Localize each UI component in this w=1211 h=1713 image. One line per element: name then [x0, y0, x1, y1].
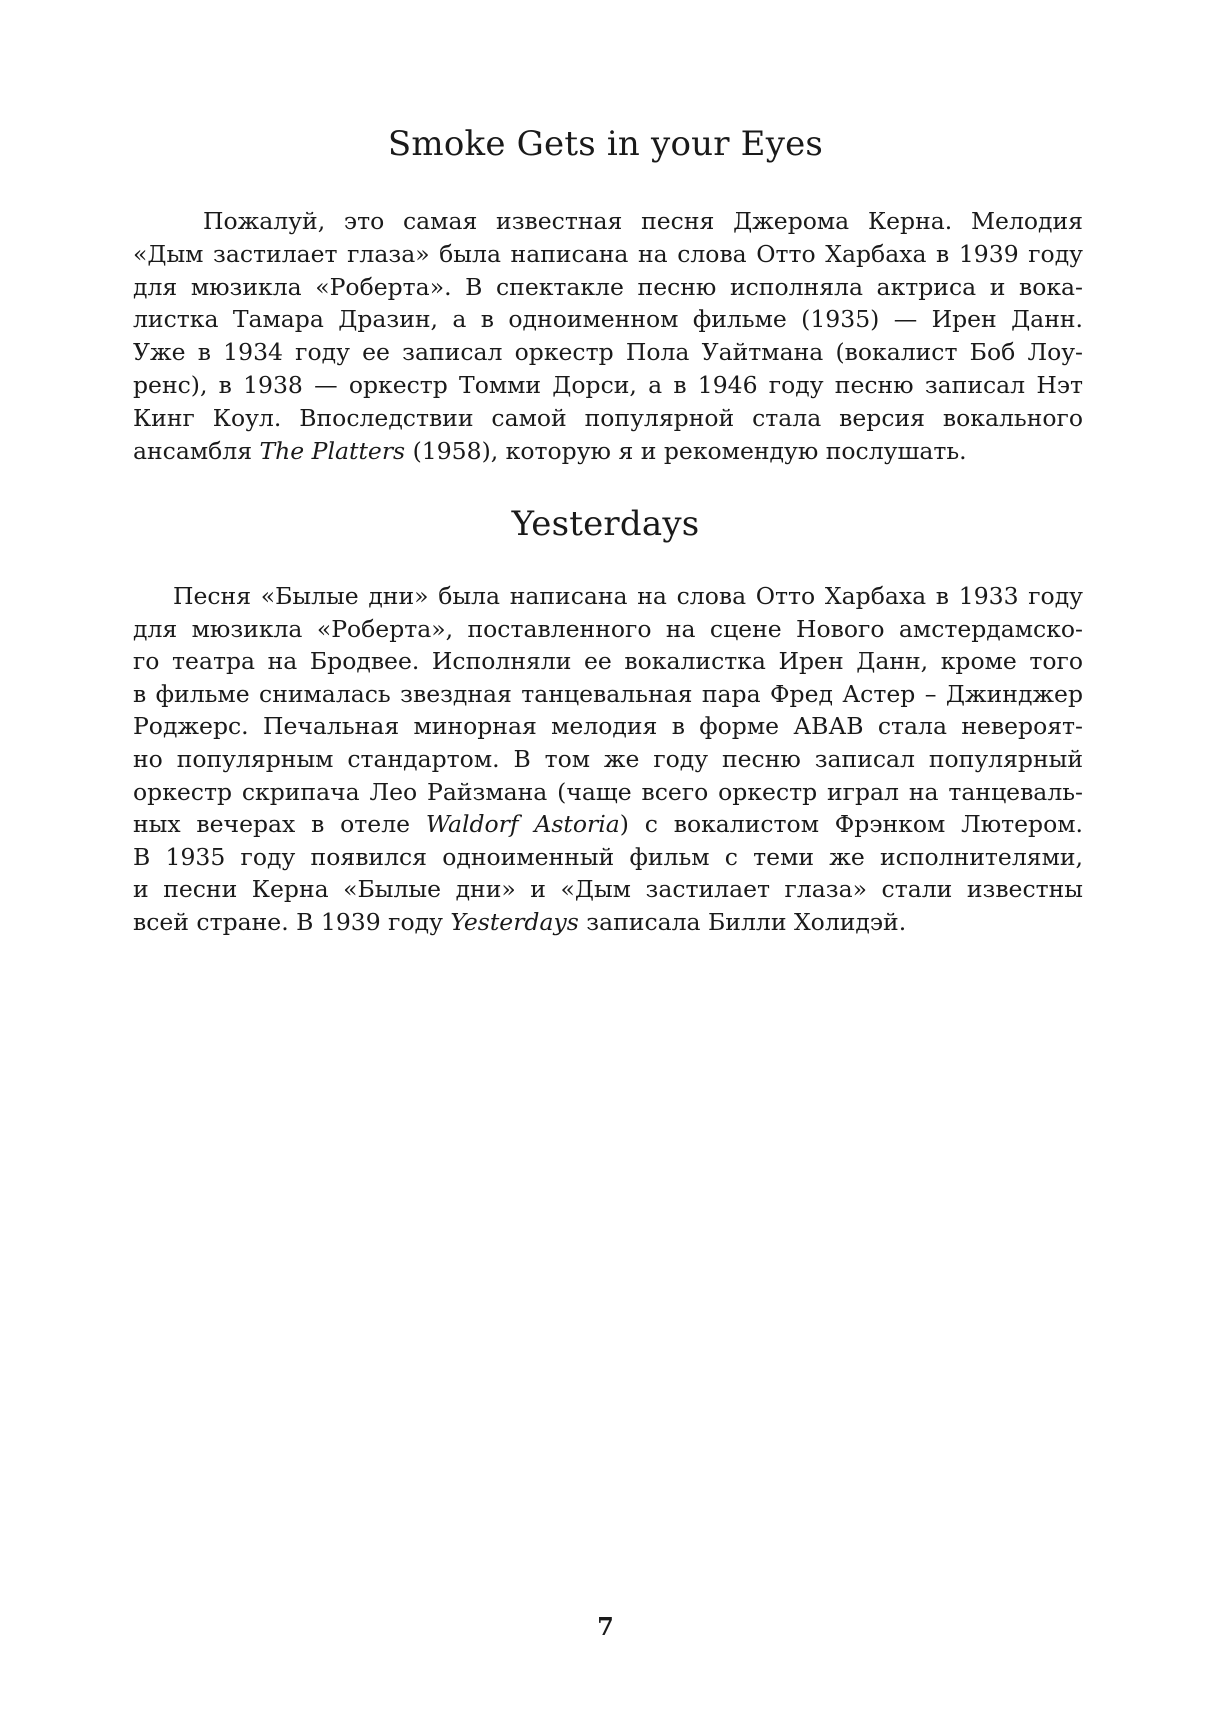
text-line: но популярным стандартом. В том же году песню записал популярный: [133, 744, 1083, 773]
text-run: ансамбля: [133, 436, 260, 465]
section-title-smoke-gets-in-your-eyes: Smoke Gets in your Eyes: [387, 124, 824, 164]
text-line: оркестр скрипача Лео Райзмана (чаще всего оркестр играл на танцеваль-: [133, 777, 1083, 806]
text-line: Кинг Коул. Впоследствии самой популярной стала версия вокального: [133, 403, 1083, 432]
italic-title: Waldorf Astoria: [425, 810, 620, 839]
text-line: [133, 906, 1083, 939]
italic-title: The Platters: [259, 436, 406, 465]
text-line: Пожалуй, это самая известная песня Джерома Керна. Мелодия: [203, 207, 1083, 235]
text-run: всей стране. В 1939 году: [133, 907, 451, 936]
section-body-smoke-gets-in-your-eyes: [133, 205, 1083, 467]
text-line: и песни Керна «Былые дни» и «Дым застилает глаза» стали известны: [133, 875, 1083, 904]
text-line: для мюзикла «Роберта». В спектакле песню исполняла актриса и вока-: [133, 272, 1083, 301]
section-title-yesterdays: Yesterdays: [511, 504, 700, 544]
page-number: 7: [597, 1612, 614, 1641]
text-line: Песня «Былые дни» была написана на слова Отто Харбаха в 1933 году: [173, 582, 1083, 610]
text-line: [133, 808, 1083, 841]
text-run: ) с вокалистом Фрэнком Лютером.: [619, 810, 1083, 839]
text-line: для мюзикла «Роберта», поставленного на сцене Нового амстердамско-: [133, 614, 1083, 643]
text-line: листка Тамара Дразин, а в одноименном фильме (1935) — Ирен Данн.: [133, 305, 1083, 334]
text-line: [133, 435, 1083, 468]
text-line: В 1935 году появился одноименный фильм с теми же исполнителями,: [133, 842, 1083, 871]
text-run: записала Билли Холидэй.: [578, 907, 907, 936]
text-run: ных вечерах в отеле: [133, 810, 426, 839]
section-body-yesterdays: [133, 580, 1083, 939]
text-line: Уже в 1934 году ее записал оркестр Пола Уайтмана (вокалист Боб Лоу-: [133, 338, 1083, 367]
text-line: в фильме снималась звездная танцевальная пара Фред Астер – Джинджер: [133, 679, 1083, 708]
italic-title: Yesterdays: [450, 907, 579, 936]
text-line: ренс), в 1938 — оркестр Томми Дорси, а в 1946 году песню записал Нэт: [133, 370, 1083, 399]
text-run: (1958), которую я и рекомендую послушать.: [405, 436, 967, 465]
text-line: го театра на Бродвее. Исполняли ее вокалистка Ирен Данн, кроме того: [133, 647, 1083, 676]
text-line: «Дым застилает глаза» была написана на слова Отто Харбаха в 1939 году: [133, 239, 1083, 268]
text-line: Роджерс. Печальная минорная мелодия в форме АВАВ стала невероят-: [133, 712, 1083, 741]
